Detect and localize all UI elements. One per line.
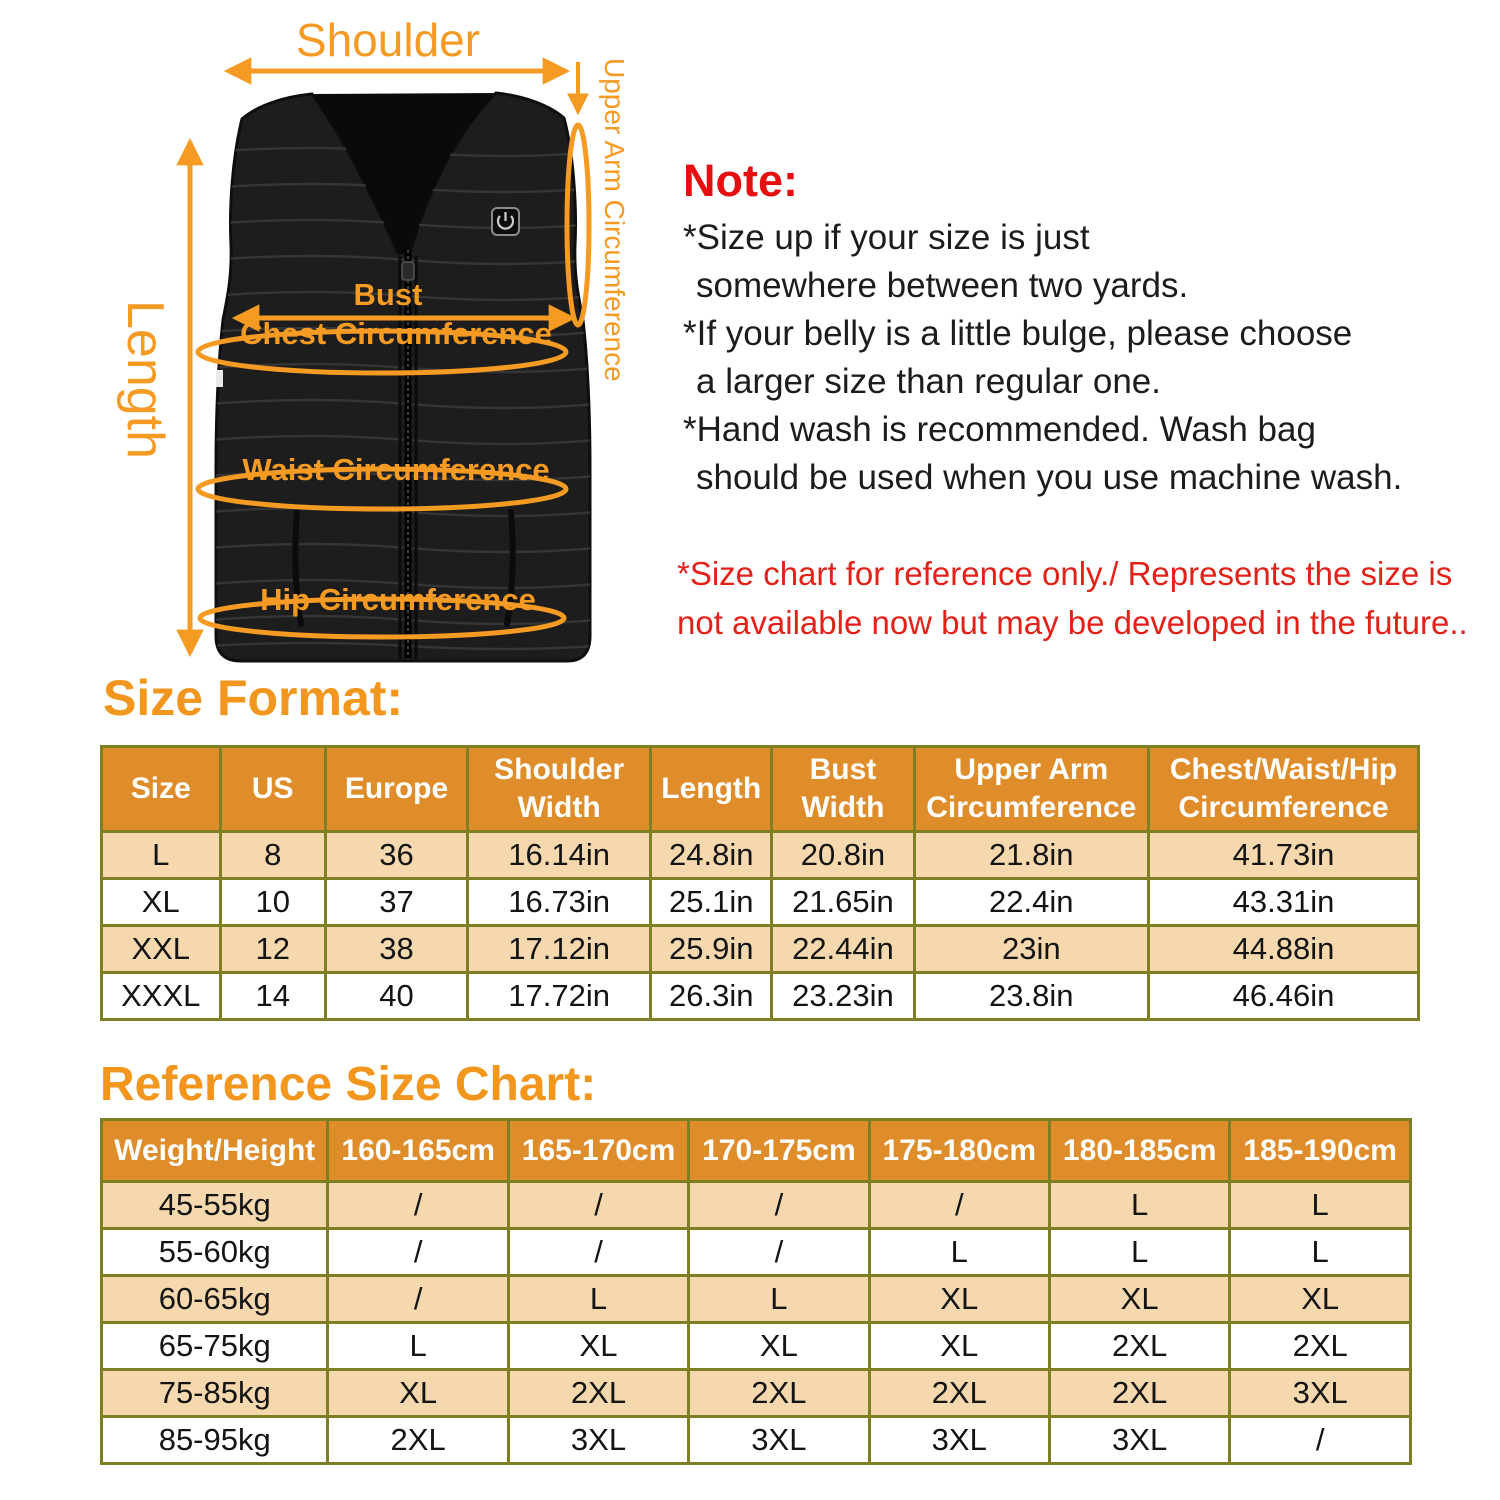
note-line: *If your belly is a little bulge, please choose <box>683 314 1353 353</box>
note-title: Note: <box>683 155 798 206</box>
size-format-table <box>100 745 1420 1021</box>
table-row <box>102 1182 1411 1229</box>
table-row <box>102 879 1419 926</box>
table-cell: 3XL <box>508 1417 688 1464</box>
chest-label: Chest Circumference <box>240 316 552 351</box>
column-header: Chest/Waist/Hip Circumference <box>1148 747 1418 832</box>
note-line: a larger size than regular one. <box>696 362 1161 401</box>
table-cell: 12 <box>220 926 325 973</box>
bust-label: Bust <box>353 277 423 312</box>
table-row <box>102 1370 1411 1417</box>
table-cell: / <box>508 1182 688 1229</box>
column-header: Europe <box>325 747 467 832</box>
table-cell: / <box>328 1276 508 1323</box>
column-header: Size <box>102 747 221 832</box>
table-cell: / <box>689 1229 869 1276</box>
size-format-heading: Size Format: <box>103 670 404 726</box>
table-cell: 65-75kg <box>102 1323 328 1370</box>
table-cell: L <box>102 832 221 879</box>
table-cell: 3XL <box>1230 1370 1411 1417</box>
note-line: should be used when you use machine wash. <box>696 458 1403 497</box>
table-row <box>102 1323 1411 1370</box>
table-cell: 16.14in <box>468 832 651 879</box>
table-row <box>102 1229 1411 1276</box>
table-cell: 17.72in <box>468 973 651 1020</box>
table-cell: 46.46in <box>1148 973 1418 1020</box>
disclaimer <box>677 549 1500 647</box>
table-cell: 2XL <box>1049 1323 1229 1370</box>
table-cell: 22.4in <box>914 879 1148 926</box>
header-row <box>102 1120 1411 1182</box>
table-row <box>102 1417 1411 1464</box>
column-header: 185-190cm <box>1230 1120 1411 1182</box>
table-cell: 22.44in <box>772 926 914 973</box>
table-cell: 2XL <box>689 1370 869 1417</box>
note-line: *Hand wash is recommended. Wash bag <box>683 410 1316 449</box>
table-cell: 75-85kg <box>102 1370 328 1417</box>
reference-chart-heading: Reference Size Chart: <box>100 1058 597 1111</box>
header-row <box>102 747 1419 832</box>
table-row <box>102 832 1419 879</box>
vest-illustration <box>210 93 596 661</box>
table-row <box>102 1276 1411 1323</box>
table-cell: L <box>508 1276 688 1323</box>
column-header: 165-170cm <box>508 1120 688 1182</box>
disclaimer-line: not available now but may be developed in the future.. <box>677 604 1468 641</box>
table-cell: 10 <box>220 879 325 926</box>
table-cell: 21.65in <box>772 879 914 926</box>
table-cell: 17.12in <box>468 926 651 973</box>
table-cell: 36 <box>325 832 467 879</box>
length-label: Length <box>116 300 174 460</box>
table-cell: 40 <box>325 973 467 1020</box>
waist-label: Waist Circumference <box>242 452 550 487</box>
table-row <box>102 926 1419 973</box>
column-header: US <box>220 747 325 832</box>
table-cell: 43.31in <box>1148 879 1418 926</box>
table-cell: XXL <box>102 926 221 973</box>
table-cell: XL <box>869 1323 1049 1370</box>
table-cell: 14 <box>220 973 325 1020</box>
table-cell: 3XL <box>869 1417 1049 1464</box>
table-cell: XL <box>102 879 221 926</box>
table-cell: 2XL <box>1230 1323 1411 1370</box>
table-cell: XL <box>1230 1276 1411 1323</box>
table-cell: XL <box>508 1323 688 1370</box>
table-cell: 25.1in <box>651 879 772 926</box>
table-cell: 2XL <box>328 1417 508 1464</box>
column-header: Weight/Height <box>102 1120 328 1182</box>
note-line: somewhere between two yards. <box>696 266 1189 305</box>
disclaimer-line: *Size chart for reference only./ Represents the size is <box>677 555 1453 592</box>
table-cell: 55-60kg <box>102 1229 328 1276</box>
table-cell: 8 <box>220 832 325 879</box>
upper-arm-label: Upper Arm Circumference <box>599 58 630 382</box>
table-cell: 23in <box>914 926 1148 973</box>
table-cell: 23.23in <box>772 973 914 1020</box>
table-cell: 45-55kg <box>102 1182 328 1229</box>
table-cell: 23.8in <box>914 973 1148 1020</box>
table-row <box>102 973 1419 1020</box>
table-cell: 16.73in <box>468 879 651 926</box>
table-cell: XXXL <box>102 973 221 1020</box>
column-header: 175-180cm <box>869 1120 1049 1182</box>
table-cell: 20.8in <box>772 832 914 879</box>
table-cell: L <box>1230 1182 1411 1229</box>
column-header: 170-175cm <box>689 1120 869 1182</box>
table-cell: L <box>1049 1229 1229 1276</box>
table-cell: L <box>689 1276 869 1323</box>
column-header: 180-185cm <box>1049 1120 1229 1182</box>
column-header: 160-165cm <box>328 1120 508 1182</box>
table-cell: L <box>328 1323 508 1370</box>
table-cell: 38 <box>325 926 467 973</box>
table-cell: / <box>508 1229 688 1276</box>
table-cell: 60-65kg <box>102 1276 328 1323</box>
table-cell: 3XL <box>689 1417 869 1464</box>
table-cell: XL <box>869 1276 1049 1323</box>
note-line: *Size up if your size is just <box>683 218 1090 257</box>
column-header: Upper Arm Circumference <box>914 747 1148 832</box>
table-cell: 2XL <box>1049 1370 1229 1417</box>
table-cell: 85-95kg <box>102 1417 328 1464</box>
table-cell: 3XL <box>1049 1417 1229 1464</box>
vest-side-tag <box>216 370 223 387</box>
table-cell: XL <box>689 1323 869 1370</box>
table-cell: L <box>1049 1182 1229 1229</box>
column-header: Length <box>651 747 772 832</box>
column-header: Shoulder Width <box>468 747 651 832</box>
table-cell: 2XL <box>508 1370 688 1417</box>
table-cell: 41.73in <box>1148 832 1418 879</box>
table-cell: L <box>1230 1229 1411 1276</box>
table-cell: / <box>869 1182 1049 1229</box>
table-cell: 21.8in <box>914 832 1148 879</box>
reference-size-table <box>100 1118 1412 1465</box>
table-cell: 25.9in <box>651 926 772 973</box>
hip-label: Hip Circumference <box>260 582 536 617</box>
table-cell: / <box>328 1229 508 1276</box>
vest-measurement-diagram <box>0 0 660 690</box>
note-body <box>683 214 1498 502</box>
table-cell: 44.88in <box>1148 926 1418 973</box>
table-cell: 26.3in <box>651 973 772 1020</box>
table-cell: XL <box>1049 1276 1229 1323</box>
table-cell: / <box>328 1182 508 1229</box>
table-cell: 24.8in <box>651 832 772 879</box>
table-cell: 37 <box>325 879 467 926</box>
table-cell: L <box>869 1229 1049 1276</box>
table-cell: 2XL <box>869 1370 1049 1417</box>
column-header: Bust Width <box>772 747 914 832</box>
table-cell: XL <box>328 1370 508 1417</box>
note-section <box>683 156 1498 502</box>
shoulder-label: Shoulder <box>295 14 481 66</box>
table-cell: / <box>689 1182 869 1229</box>
table-cell: / <box>1230 1417 1411 1464</box>
power-button-icon <box>492 208 519 235</box>
